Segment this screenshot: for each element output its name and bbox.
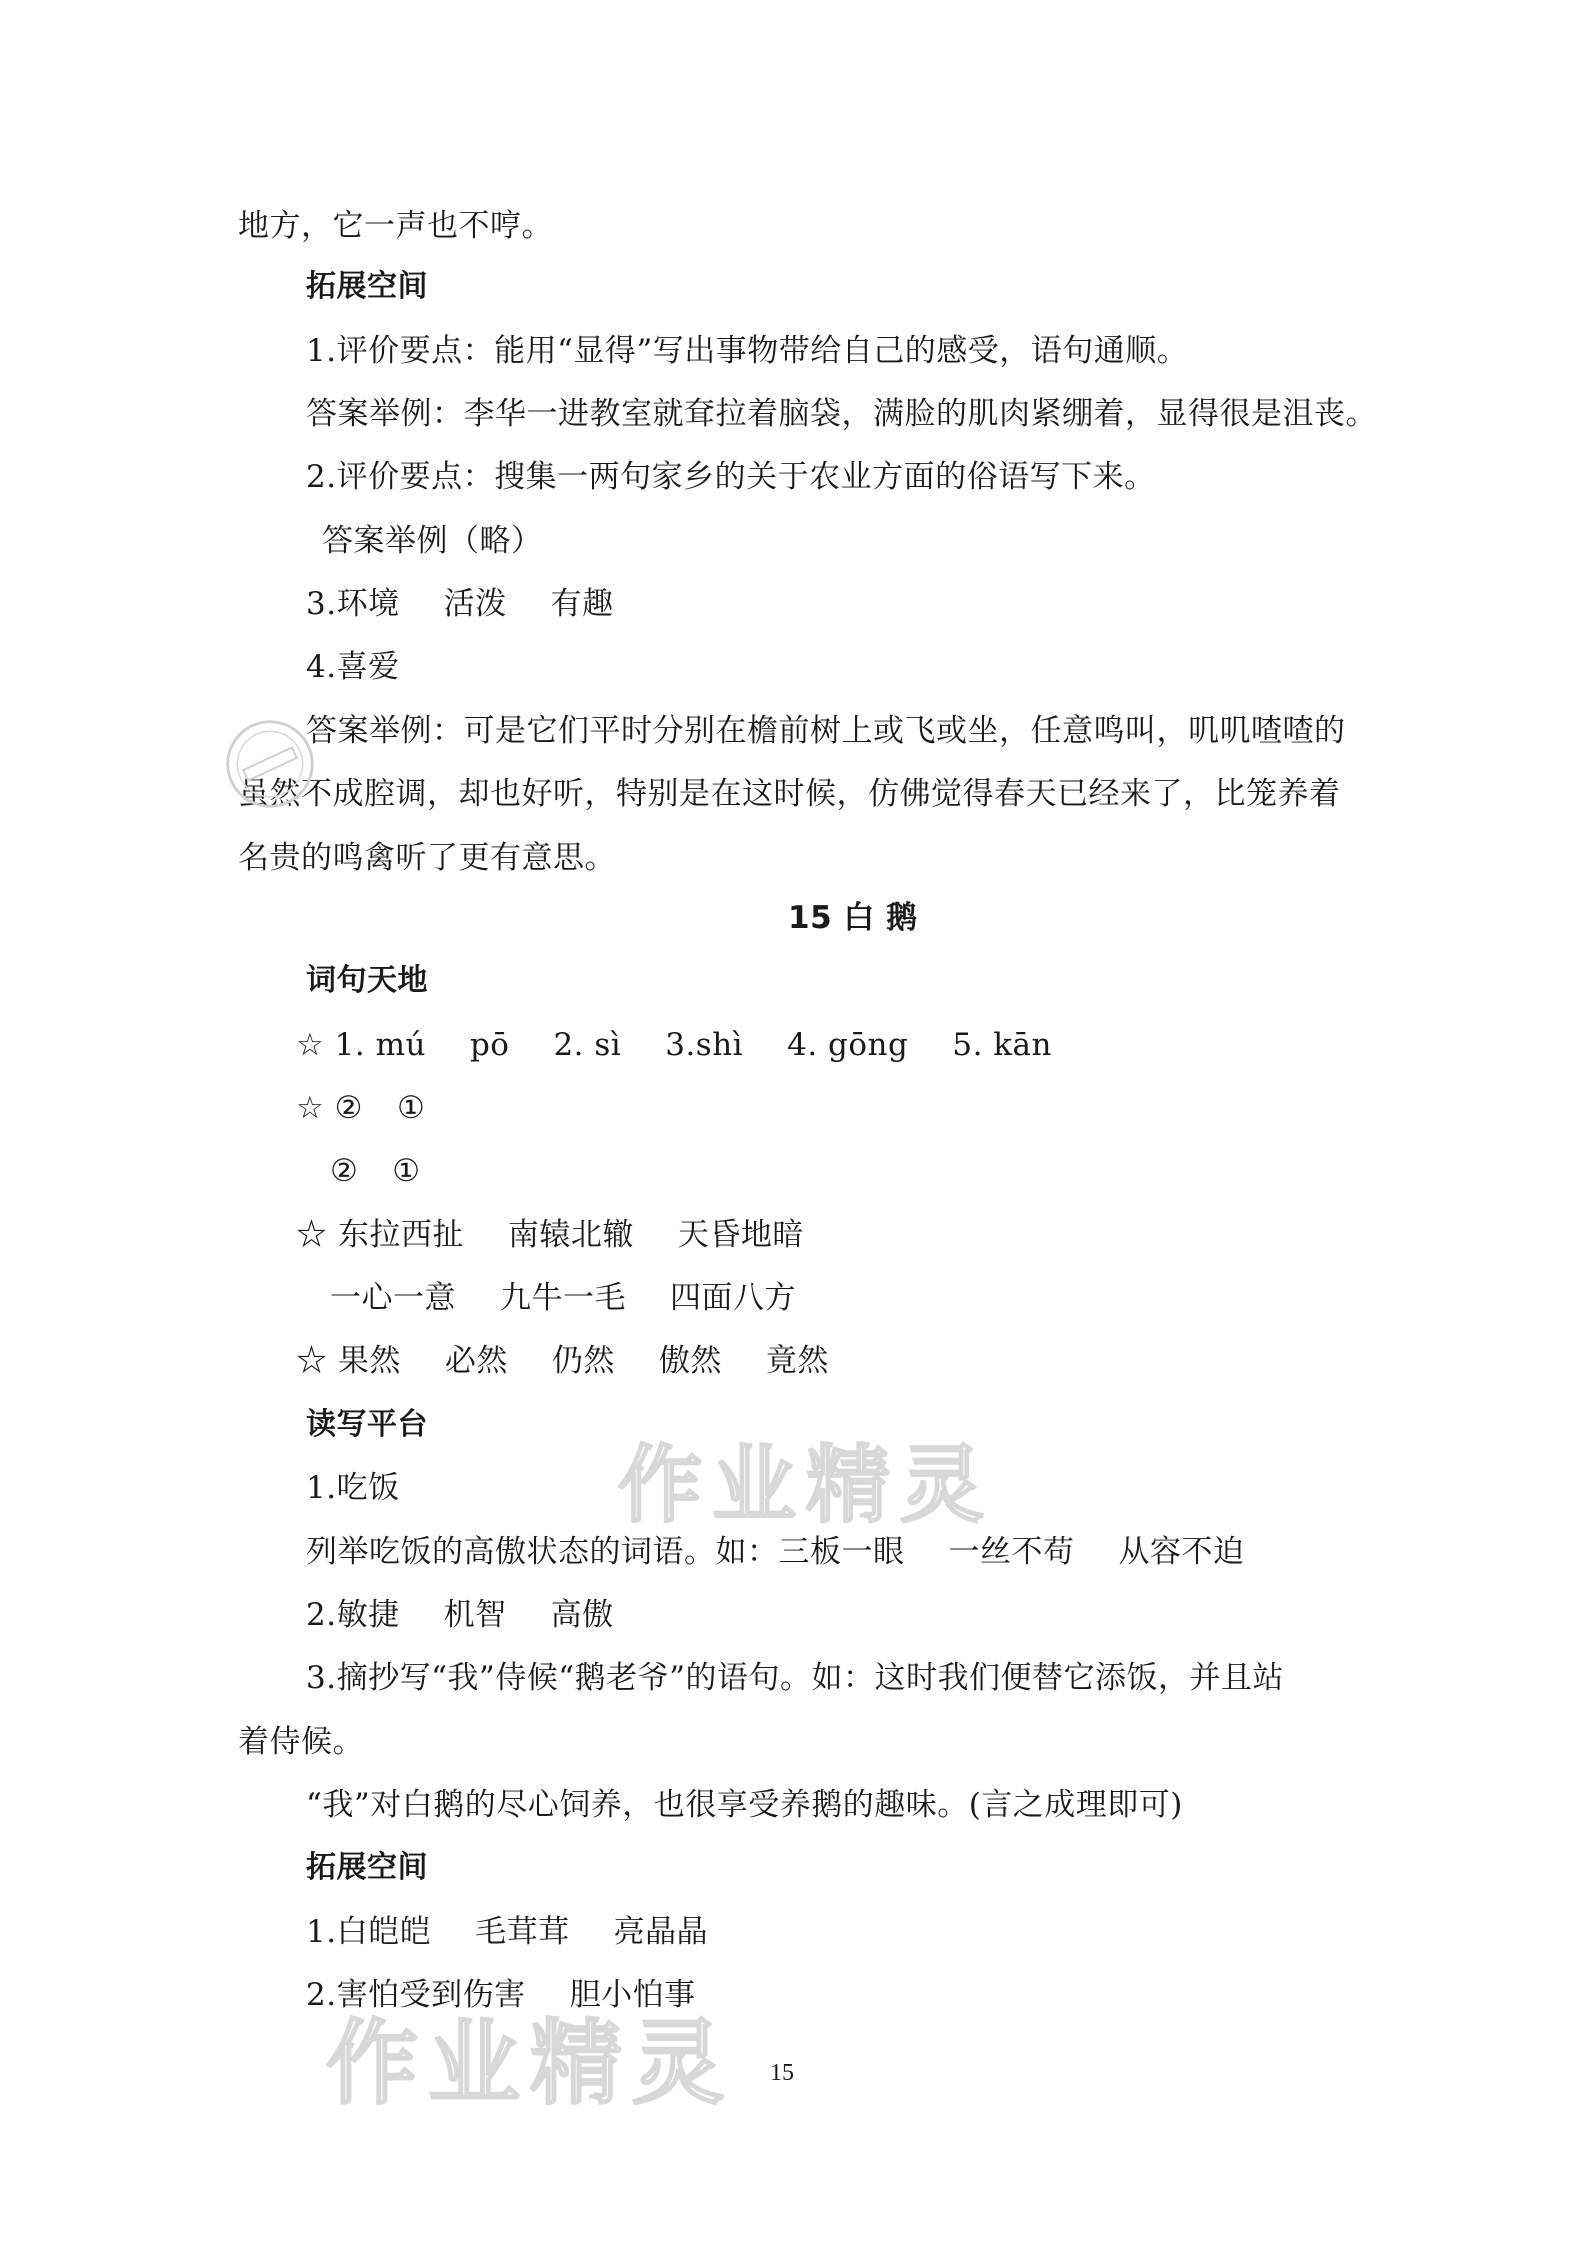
text-line: 答案举例（略） [322, 523, 543, 559]
section-heading-reading: 读写平台 [306, 1407, 428, 1442]
answer-item: 必然 [444, 1343, 508, 1379]
answer-item: 竟然 [765, 1343, 829, 1379]
answer-item: 3.shì [665, 1027, 744, 1063]
text-line: 答案举例：可是它们平时分别在檐前树上或飞或坐，任意鸣叫，叽叽喳喳的 [306, 713, 1346, 749]
answer-item: ☆ 果然 [296, 1343, 401, 1379]
answer-row [296, 1025, 1052, 1065]
answer-item: ① [392, 1153, 421, 1189]
answer-item: 一心一意 [330, 1280, 456, 1316]
answer-item: 2. sì [553, 1027, 622, 1063]
text-line: 4.喜爱 [306, 649, 400, 685]
answer-item: ① [396, 1090, 426, 1126]
answer-item: 高傲 [550, 1597, 614, 1633]
text-line: 3.摘抄写“我”侍候“鹅老爷”的语句。如：这时我们便替它添饭，并且站 [306, 1660, 1284, 1696]
text-line: 2.评价要点：搜集一两句家乡的关于农业方面的俗语写下来。 [306, 459, 1156, 495]
answer-row [330, 1151, 421, 1191]
text-line: 地方，它一声也不哼。 [238, 208, 553, 244]
text-line: 着侍候。 [238, 1724, 364, 1760]
answer-item: 1.白皑皑 [306, 1914, 432, 1950]
answer-item: 2.害怕受到伤害 [306, 1977, 526, 2013]
answer-item: 3.环境 [306, 586, 400, 622]
answer-row [330, 1278, 796, 1318]
answer-item: 从容不迫 [1118, 1534, 1245, 1570]
answer-item: 2.敏捷 [306, 1597, 400, 1633]
text-line: 虽然不成腔调，却也好听，特别是在这时候，仿佛觉得春天已经来了，比笼养着 [238, 776, 1341, 812]
section-heading-words: 词句天地 [306, 963, 428, 998]
answer-item: ☆ 东拉西扯 [296, 1217, 464, 1253]
answer-row [306, 1595, 614, 1635]
answer-item: 傲然 [658, 1343, 722, 1379]
answer-row [296, 1088, 425, 1128]
section-heading-expansion-2: 拓展空间 [306, 1850, 428, 1885]
answer-item: ☆ ② [296, 1090, 363, 1126]
answer-item: 毛茸茸 [475, 1914, 570, 1950]
text-line: 1.吃饭 [306, 1470, 400, 1506]
answer-item: 列举吃饭的高傲状态的词语。如：三板一眼 [306, 1534, 905, 1570]
answer-item: 天昏地暗 [677, 1217, 804, 1253]
text-line: “我”对白鹅的尽心饲养，也很享受养鹅的趣味。(言之成理即可) [306, 1787, 1183, 1823]
answer-item: 仍然 [551, 1343, 615, 1379]
watermark-text: 作业精灵 [618, 1436, 995, 1534]
text-line: 1.评价要点：能用“显得”写出事物带给自己的感受，语句通顺。 [306, 333, 1189, 369]
answer-item: 四面八方 [670, 1280, 796, 1316]
answer-row [306, 1912, 708, 1952]
text-line: 名贵的鸣禽听了更有意思。 [238, 840, 616, 876]
answer-item: ② [330, 1153, 359, 1189]
answer-item: pō [469, 1027, 510, 1063]
lesson-title: 15 白 鹅 [788, 900, 918, 936]
answer-item: ☆ 1. mú [296, 1027, 426, 1063]
answer-item: 活泼 [443, 586, 507, 622]
section-heading-expansion: 拓展空间 [306, 269, 428, 304]
answer-row [306, 584, 614, 624]
answer-item: 4. gōng [787, 1027, 909, 1063]
watermark-text: 作业精灵 [326, 2010, 735, 2117]
answer-item: 九牛一毛 [500, 1280, 626, 1316]
answer-item: 机智 [443, 1597, 507, 1633]
answer-item: 一丝不苟 [948, 1534, 1075, 1570]
text-line: 答案举例：李华一进教室就耷拉着脑袋，满脸的肌肉紧绷着，显得很是沮丧。 [306, 396, 1377, 432]
answer-row [296, 1215, 804, 1255]
page-number: 15 [770, 2060, 794, 2086]
answer-item: 南辕北辙 [507, 1217, 634, 1253]
answer-item: 亮晶晶 [613, 1914, 709, 1950]
answer-item: 5. kān [952, 1027, 1053, 1063]
answer-item: 胆小怕事 [569, 1977, 696, 2013]
answer-item: 有趣 [550, 586, 614, 622]
answer-row [296, 1341, 829, 1381]
